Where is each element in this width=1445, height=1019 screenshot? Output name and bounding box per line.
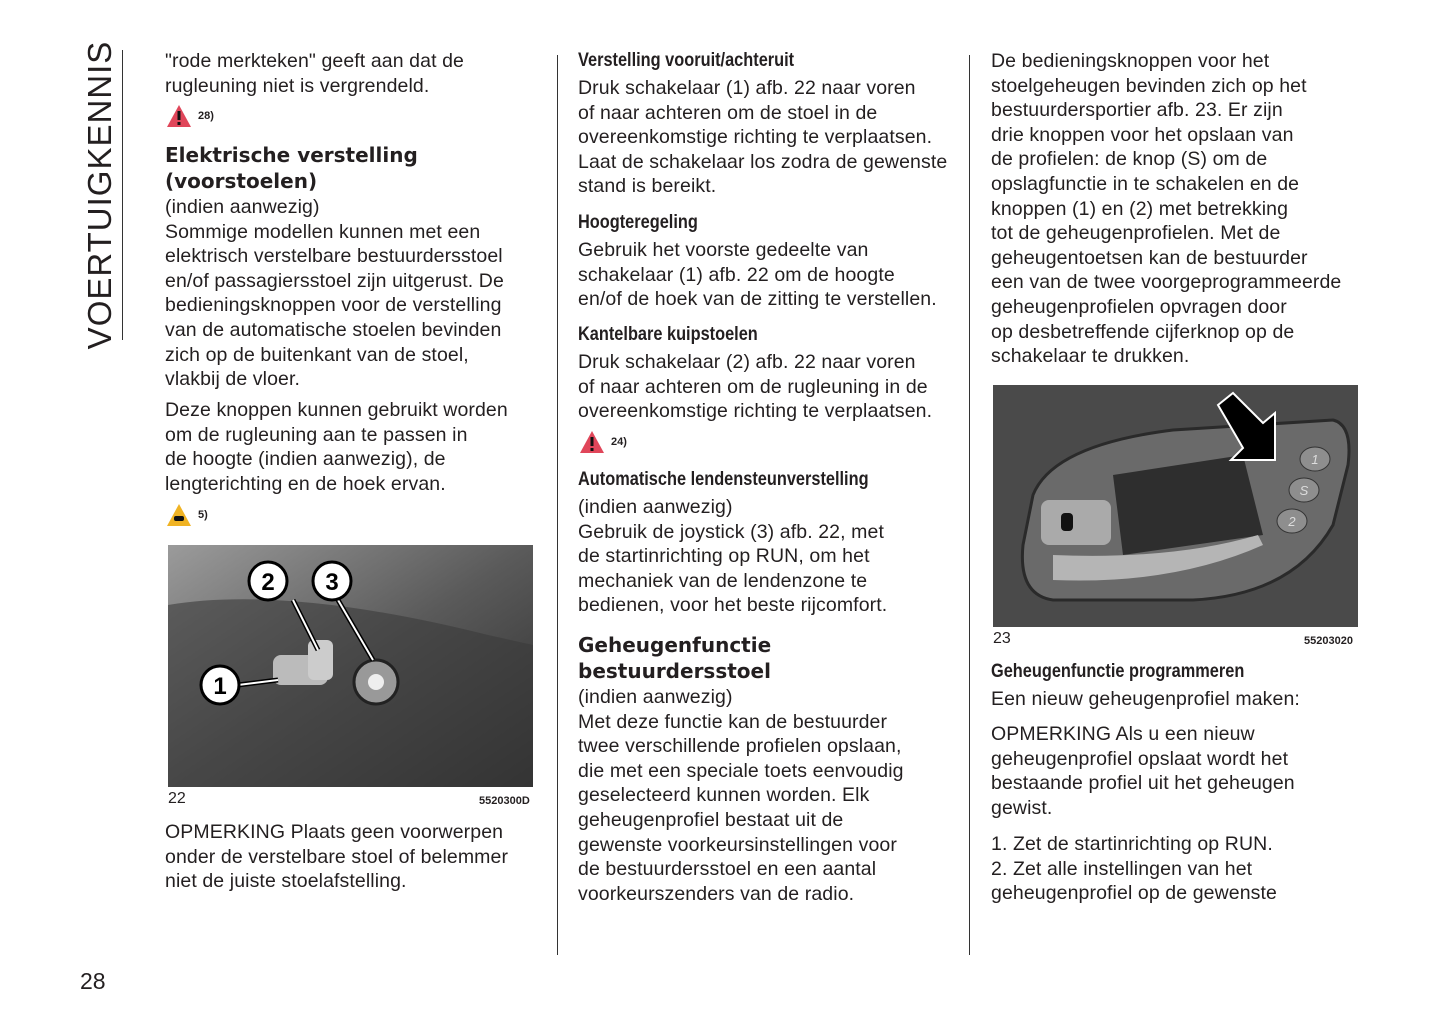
text-line: Deze knoppen kunnen gebruikt worden <box>165 399 508 421</box>
side-rule <box>122 50 123 340</box>
text-line: vlakbij de vloer. <box>165 368 301 391</box>
text-line: bestaande profiel uit het geheugen <box>991 772 1295 795</box>
text-line: de startinrichting op RUN, om het <box>578 545 870 568</box>
text-line: Sommige modellen kunnen met een <box>165 220 481 243</box>
paragraph <box>578 76 947 199</box>
callout-3: 3 <box>325 569 339 596</box>
text-line: overeenkomstige richting te verplaatsen. <box>578 126 933 149</box>
text-line: Een nieuw geheugenprofiel maken: <box>991 688 1300 710</box>
text-line: en/of passagiersstoel zijn uitgerust. De <box>165 269 504 292</box>
caution-ref[interactable]: 5) <box>166 503 208 527</box>
text-line: Elektrische verstelling <box>165 143 418 167</box>
text-line: Gebruik het voorste gedeelte van <box>578 239 869 261</box>
note-paragraph <box>991 722 1295 820</box>
paragraph <box>578 350 932 424</box>
text-line: Laat de schakelaar los zodra de gewenste <box>578 150 948 173</box>
warning-ref[interactable]: 28) <box>166 104 214 128</box>
paragraph <box>165 398 508 496</box>
text-line: de hoogte (indien aanwezig), de <box>165 448 446 471</box>
figure-number: 22 <box>168 790 186 807</box>
text-line: tot de geheugenprofielen. Met de <box>991 222 1281 245</box>
figure-seat-controls <box>168 545 533 787</box>
subheading: Verstelling vooruit/achteruit <box>578 50 795 71</box>
text-line: geheugenprofiel op de gewenste <box>991 882 1277 905</box>
text-line: gewenste voorkeursinstellingen voor <box>578 833 897 856</box>
text-line: geselecteerd kunnen worden. Elk <box>578 784 870 807</box>
text-line: van de automatische stoelen bevinden <box>165 318 502 341</box>
intro-paragraph <box>165 49 464 98</box>
text-line: De bedieningsknoppen voor het <box>991 50 1270 72</box>
text-line: gewist. <box>991 796 1053 819</box>
text-line: drie knoppen voor het opslaan van <box>991 123 1294 146</box>
paragraph <box>578 238 937 312</box>
text-line: stoelgeheugen bevinden zich op het <box>991 74 1307 97</box>
figure-number: 23 <box>993 630 1011 647</box>
column-divider <box>969 55 970 955</box>
text-line: bestuurdersstoel <box>578 659 771 683</box>
text-line: Gebruik de joystick (3) afb. 22, met <box>578 520 884 543</box>
text-line: of naar achteren om de stoel in de <box>578 101 878 124</box>
warning-ref[interactable]: 24) <box>579 430 627 454</box>
text-line: 1. Zet de startinrichting op RUN. <box>991 833 1273 855</box>
text-line: schakelaar (1) afb. 22 om de hoogte <box>578 263 895 286</box>
note-paragraph <box>165 820 508 894</box>
text-line: de profielen: de knop (S) om de <box>991 148 1268 171</box>
text-line: geheugenprofielen opvragen door <box>991 295 1287 318</box>
column-divider <box>557 55 558 955</box>
page-number: 28 <box>80 968 106 994</box>
subheading: Automatische lendensteunverstelling <box>578 469 869 490</box>
section-side-title: VOERTUIGKENNIS <box>81 40 118 350</box>
text-line: of naar achteren om de rugleuning in de <box>578 375 928 398</box>
text-line: (indien aanwezig) <box>578 496 733 518</box>
text-line: rugleuning niet is vergrendeld. <box>165 74 430 97</box>
text-line: 2. Zet alle instellingen van het <box>991 857 1253 880</box>
text-line: voorkeurszenders van de radio. <box>578 882 855 905</box>
figure-code: 55203020 <box>1304 635 1353 647</box>
section-heading <box>578 632 771 684</box>
text-line: twee verschillende profielen opslaan, <box>578 735 902 758</box>
text-line: geheugenprofiel bestaat uit de <box>578 808 844 831</box>
subheading: Hoogteregeling <box>578 212 698 233</box>
text-line: niet de juiste stoelafstelling. <box>165 870 407 893</box>
text-line: OPMERKING Plaats geen voorwerpen <box>165 821 504 843</box>
text-line: opslagfunctie in te schakelen en de <box>991 172 1300 195</box>
text-line: "rode merkteken" geeft aan dat de <box>165 50 464 72</box>
text-line: onder de verstelbare stoel of belemmer <box>165 845 509 868</box>
text-line: overeenkomstige richting te verplaatsen. <box>578 400 933 423</box>
text-line: en/of de hoek van de zitting te verstellen. <box>578 288 937 311</box>
seat-controls-illustration <box>168 545 533 787</box>
paragraph <box>991 687 1300 712</box>
text-line: bedienen, voor het beste rijcomfort. <box>578 594 888 617</box>
memory-button-2: 2 <box>1288 514 1296 529</box>
paragraph <box>578 495 887 618</box>
memory-button-1: 1 <box>1311 452 1319 467</box>
text-line: schakelaar te drukken. <box>991 345 1190 368</box>
text-line: een van de twee voorgeprogrammeerde <box>991 271 1342 294</box>
callout-1: 1 <box>213 673 227 700</box>
figure-code: 5520300D <box>479 795 530 807</box>
text-line: die met een speciale toets eenvoudig <box>578 759 904 782</box>
text-line: stand is bereikt. <box>578 175 717 198</box>
text-line: lengterichting en de hoek ervan. <box>165 472 446 495</box>
text-line: bestuurdersportier afb. 23. Er zijn <box>991 99 1283 122</box>
text-line: Druk schakelaar (1) afb. 22 naar voren <box>578 77 916 99</box>
warning-triangle-icon <box>579 430 605 454</box>
text-line: Met deze functie kan de bestuurder <box>578 710 888 733</box>
subheading: Geheugenfunctie programmeren <box>991 661 1245 682</box>
figure-door-memory-buttons <box>993 385 1358 627</box>
text-line: OPMERKING Als u een nieuw <box>991 723 1255 745</box>
text-line: (indien aanwezig) <box>578 686 733 708</box>
text-line: Geheugenfunctie <box>578 633 772 657</box>
memory-button-s: S <box>1299 483 1309 498</box>
text-line: Druk schakelaar (2) afb. 22 naar voren <box>578 351 916 373</box>
text-line: (voorstoelen) <box>165 169 318 193</box>
paragraph <box>165 195 504 392</box>
steps-list <box>991 832 1277 906</box>
text-line: bedieningsknoppen voor de verstelling <box>165 294 502 317</box>
text-line: elektrisch verstelbare bestuurdersstoel <box>165 245 503 268</box>
text-line: mechaniek van de lendenzone te <box>578 569 868 592</box>
paragraph <box>578 685 904 906</box>
warning-triangle-icon <box>166 104 192 128</box>
subheading: Kantelbare kuipstoelen <box>578 324 758 345</box>
text-line: zich op de buitenkant van de stoel, <box>165 343 469 366</box>
callout-2: 2 <box>261 569 275 596</box>
caution-car-icon <box>166 503 192 527</box>
text-line: op desbetreffende cijferknop op de <box>991 320 1295 343</box>
text-line: geheugenprofiel opslaat wordt het <box>991 747 1289 770</box>
paragraph <box>991 49 1341 369</box>
text-line: de bestuurdersstoel en een aantal <box>578 858 877 881</box>
text-line: (indien aanwezig) <box>165 196 320 218</box>
section-heading <box>165 142 418 194</box>
text-line: geheugentoetsen kan de bestuurder <box>991 246 1308 269</box>
text-line: om de rugleuning aan te passen in <box>165 423 468 446</box>
text-line: knoppen (1) en (2) met betrekking <box>991 197 1289 220</box>
door-handle-illustration <box>993 385 1358 627</box>
